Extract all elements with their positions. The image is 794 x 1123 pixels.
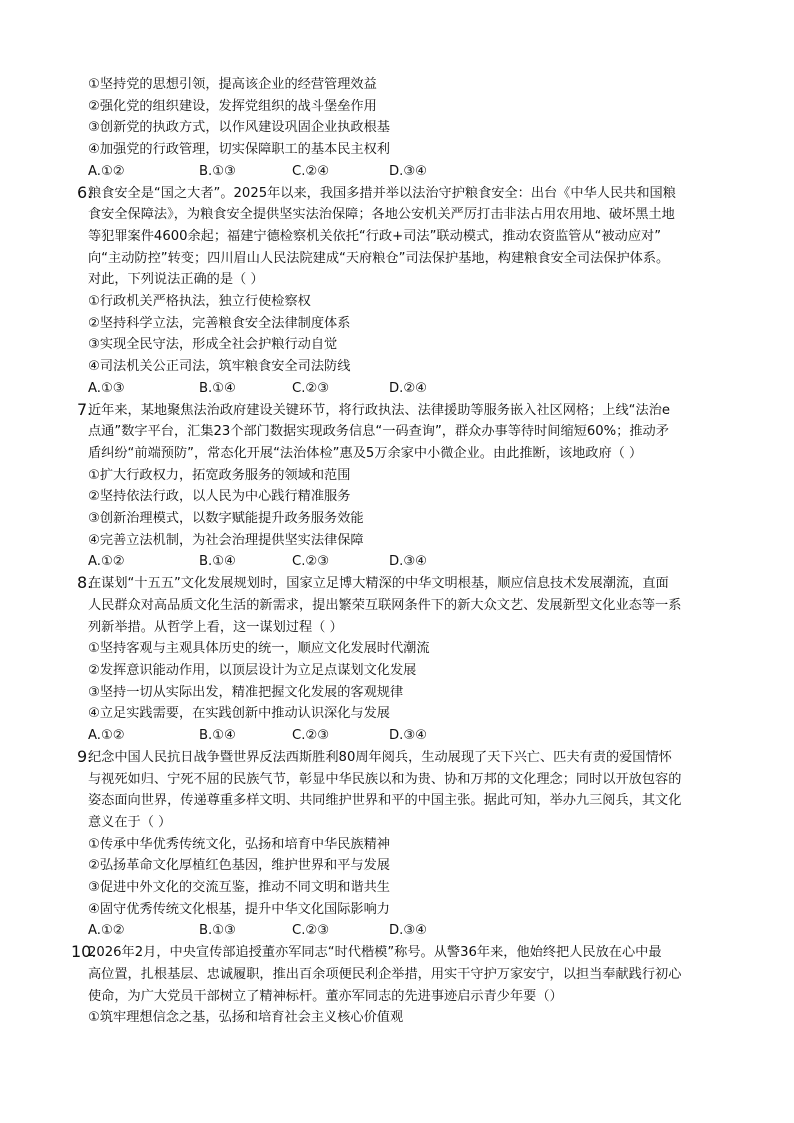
answer-choices [88,551,718,573]
question-stem [77,399,718,465]
choice-d: D.③④ [389,728,427,744]
stem-line: 高位置，扎根基层、忠诚履职，推出百余项便民利企举措，用实干守护万家安宁，以担当奉献践行初心 [88,966,682,982]
option: ①行政机关严格执法，独立行使检察权 [88,294,311,310]
stem-line: 近年来，某地聚焦法治政府建设关键环节，将行政执法、法律援助等服务嵌入社区网格；上线“法治e [88,402,671,418]
stem-line: 盾纠纷“前端预防”，常态化开展“法治体检”惠及5万余家中小微企业。由此推断，该地政府（ ） [88,445,643,461]
stem-line: 与视死如归、宁死不屈的民族气节，彰显中华民族以和为贵、协和万邦的文化理念；同时以开放包容的 [88,771,682,787]
question-number: 7. [77,399,93,419]
choice-c: C.②③ [292,554,330,570]
stem-line: 向“主动防控”转变；四川眉山人民法院建成“天府粮仓”司法保护基地，构建粮食安全司法保护体系。 [88,250,670,266]
stem-line: 粮食安全是“国之大者”。2025年以来，我国多措并举以法治守护粮食安全：出台《中华人民共和国粮 [88,185,676,201]
choice-c: C.②③ [292,923,330,939]
choice-c: C.②③ [292,380,330,396]
stem-line: 点通”数字平台，汇集23个部门数据实现政务信息“一码查询”，群众办事等待时间缩短60%；推动矛 [88,424,669,440]
choice-d: D.③④ [389,923,427,939]
option: ③实现全民守法，形成全社会护粮行动自觉 [88,337,338,353]
choice-d: D.②④ [389,380,427,396]
choice-a: A.①② [88,554,125,570]
option: ①坚持客观与主观具体历史的统一，顺应文化发展时代潮流 [88,641,430,657]
answer-choices [88,725,718,747]
option: ④立足实践需要，在实践创新中推动认识深化与发展 [88,706,390,722]
option: ③坚持一切从实际出发，精准把握文化发展的客观规律 [88,684,404,700]
option: ②坚持科学立法，完善粮食安全法律制度体系 [88,315,351,331]
stem-line: 使命，为广大党员干部树立了精神标杆。董亦军同志的先进事迹启示青少年要（） [88,988,563,1004]
option: ③创新党的执政方式，以作风建设巩固企业执政根基 [88,120,390,136]
choice-c: C.②④ [292,163,330,179]
choice-b: B.①③ [199,163,236,179]
question-number: 10. [71,942,97,962]
option: ④固守优秀传统文化根基，提升中华文化国际影响力 [88,901,390,917]
question-9 [77,746,718,942]
stem-line: 等犯罪案件4600余起；福建宁德检察机关依托“行政+司法”联动模式，推动农资监管从“被动应对” [88,228,662,244]
choice-d: D.③④ [389,163,427,179]
option: ②弘扬革命文化厚植红色基因，维护世界和平与发展 [88,858,390,874]
question-stem [77,182,718,292]
answer-choices [88,920,718,942]
stem-line: 对此，下列说法正确的是（ ） [88,272,264,288]
question-8 [77,573,718,747]
choice-b: B.①④ [199,554,236,570]
choice-a: A.①② [88,163,125,179]
question-number: 8. [77,573,93,593]
option: ①坚持党的思想引领，提高该企业的经营管理效益 [88,77,377,92]
option: ①筑牢理想信念之基，弘扬和培育社会主义核心价值观 [88,1010,404,1026]
choice-b: B.①④ [199,728,236,744]
choice-d: D.③④ [389,554,427,570]
option: ①扩大行政权力，拓宽政务服务的领域和范围 [88,467,351,483]
page-content [71,74,718,1029]
choice-b: B.①③ [199,923,236,939]
choice-a: A.①② [88,923,125,939]
stem-line: 姿态面向世界，传递尊重多样文明、共同维护世界和平的中国主张。据此可知，举办九三阅兵，其文化 [88,793,682,809]
question-6 [77,182,718,400]
answer-choices [88,378,718,400]
question-10 [71,942,718,1029]
question-number: 6. [77,182,93,202]
choice-a: A.①② [88,728,125,744]
option: ③创新治理模式，以数字赋能提升政务服务效能 [88,511,364,527]
option: ①传承中华优秀传统文化，弘扬和培育中华民族精神 [88,836,390,852]
stem-line: 意义在于（ ） [88,814,172,830]
question-stem [71,942,718,1007]
stem-line: 列新举措。从哲学上看，这一谋划过程（ ） [88,619,343,635]
stem-line: 食安全保障法》，为粮食安全提供坚实法治保障；各地公安机关严厉打击非法占用农用地、破坏黑土地 [88,207,675,223]
stem-line: 人民群众对高品质文化生活的新需求，提出繁荣互联网条件下的新大众文艺、发展新型文化业态等一系 [88,597,682,613]
choice-a: A.①③ [88,380,125,396]
option: ④司法机关公正司法，筑牢粮食安全司法防线 [88,359,351,375]
question-number: 9. [77,746,93,766]
option: ②坚持依法行政，以人民为中心践行精准服务 [88,489,351,505]
option: ②强化党的组织建设，发挥党组织的战斗堡垒作用 [88,98,377,114]
choice-c: C.②③ [292,728,330,744]
choice-b: B.①④ [199,380,236,396]
question-stem [77,573,718,638]
option: ③促进中外文化的交流互鉴，推动不同文明和谐共生 [88,880,390,896]
stem-line: 2026年2月，中央宣传部追授董亦军同志“时代楷模”称号。从警36年来，他始终把人民放在心中最 [88,945,662,961]
option: ④完善立法机制，为社会治理提供坚实法律保障 [88,532,364,548]
question-7 [77,399,718,574]
question-stem [77,746,718,834]
stem-line: 纪念中国人民抗日战争暨世界反法西斯胜利80周年阅兵，生动展现了天下兴亡、匹夫有责的爱国情怀 [88,749,672,765]
question-5 [88,74,718,183]
answer-choices [88,161,718,183]
option: ④加强党的行政管理，切实保障职工的基本民主权利 [88,142,390,158]
stem-line: 在谋划“十五五”文化发展规划时，国家立足博大精深的中华文明根基，顺应信息技术发展潮流，直面 [88,576,669,592]
option: ②发挥意识能动作用，以顶层设计为立足点谋划文化发展 [88,662,417,678]
